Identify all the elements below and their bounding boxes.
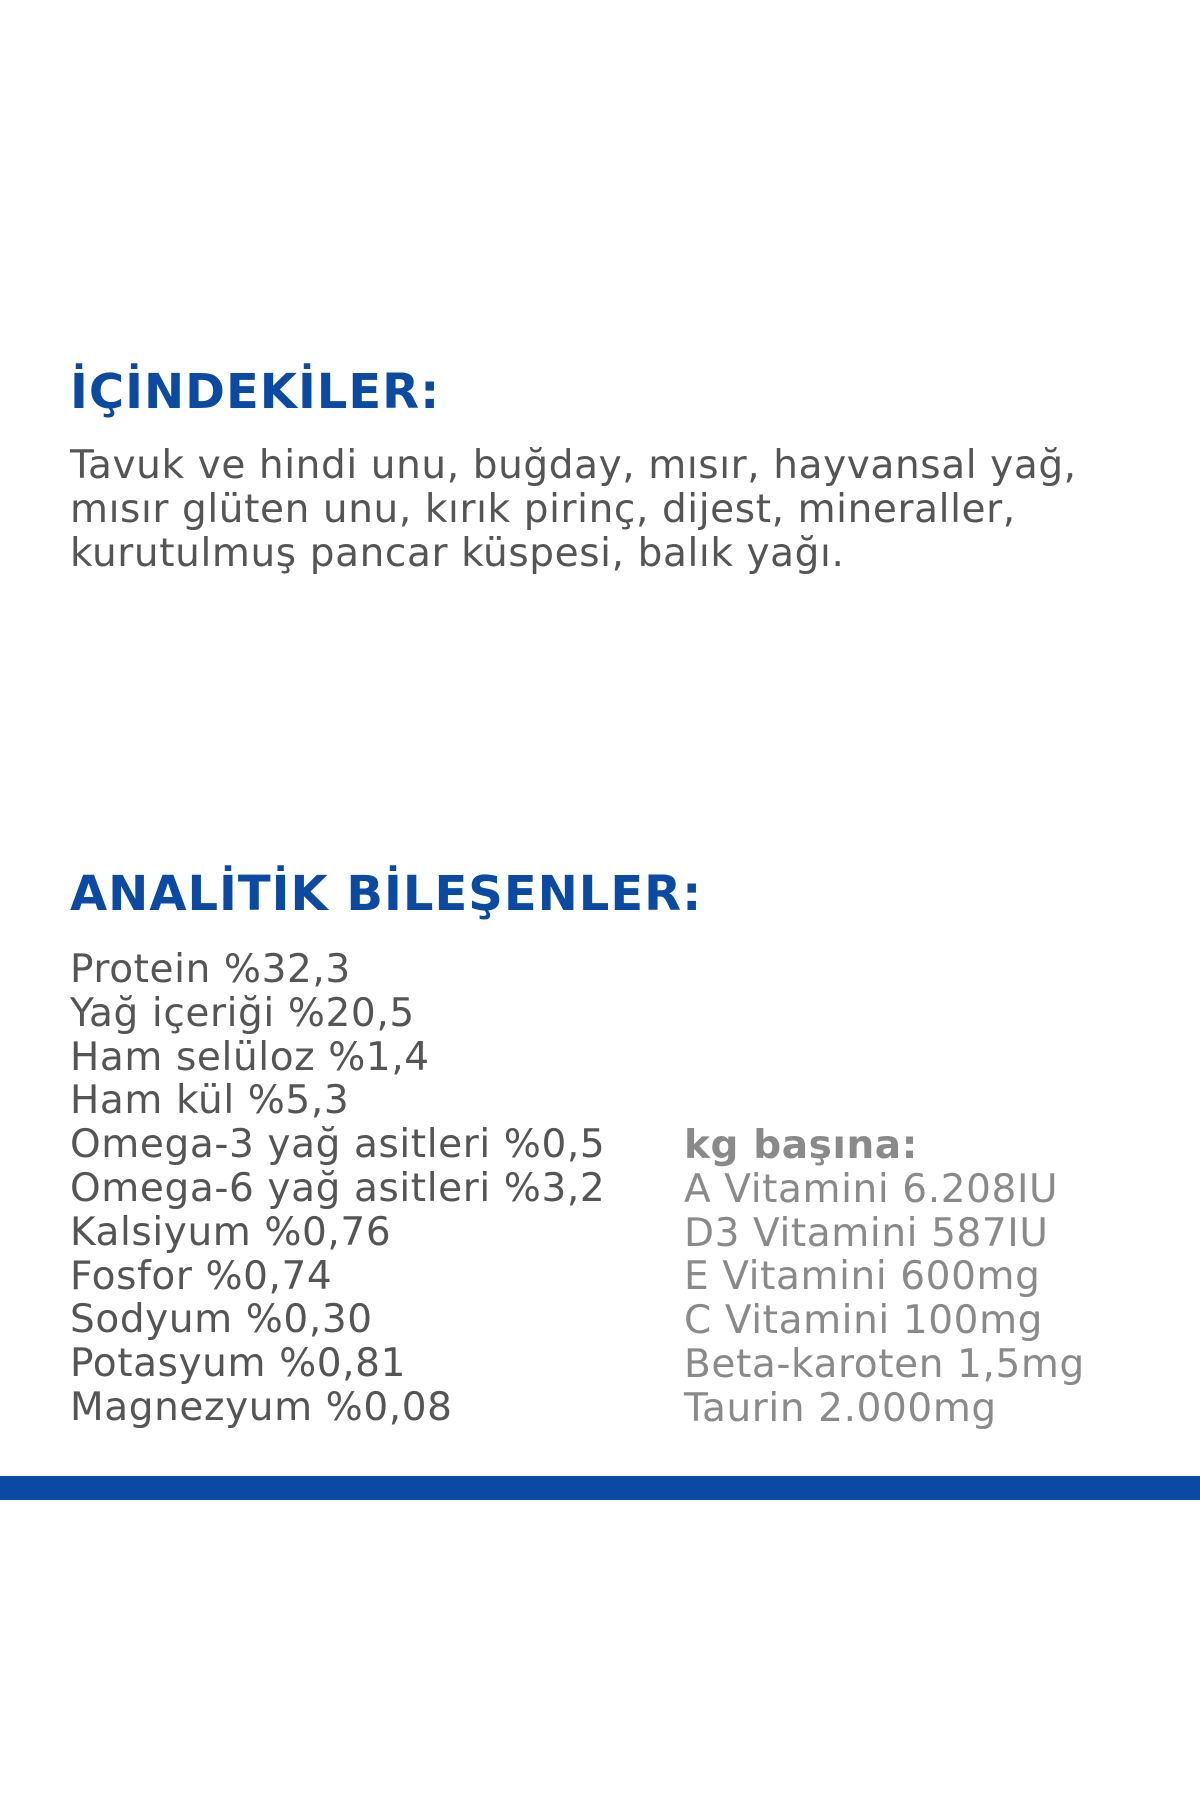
blue-divider-band [0, 1476, 1200, 1500]
list-item: Potasyum %0,81 [70, 1341, 406, 1387]
list-item: Beta-karoten 1,5mg [684, 1341, 1085, 1387]
ingredients-line: kurutulmuş pancar küspesi, balık yağı. [70, 531, 845, 576]
list-item: Omega-3 yağ asitleri %0,5 [70, 1122, 606, 1168]
list-item: Kalsiyum %0,76 [70, 1209, 392, 1255]
analytic-components-list [70, 948, 605, 1430]
per-kg-title: kg başına: [684, 1123, 918, 1168]
list-item: E Vitamini 600mg [684, 1254, 1041, 1300]
list-item: Sodyum %0,30 [70, 1297, 373, 1343]
list-item: Protein %32,3 [70, 947, 351, 992]
list-item: D3 Vitamini 587IU [684, 1210, 1049, 1256]
list-item: C Vitamini 100mg [684, 1298, 1044, 1344]
ingredients-text [70, 444, 1170, 576]
list-item: Omega-6 yağ asitleri %3,2 [70, 1165, 606, 1211]
ingredients-line: mısır glüten unu, kırık pirinç, dijest, mineraller, [70, 487, 1016, 532]
list-item: Ham kül %5,3 [70, 1078, 350, 1124]
ingredients-heading: İÇİNDEKİLER: [70, 364, 441, 420]
ingredients-line: Tavuk ve hindi unu, buğday, mısır, hayvansal yağ, [70, 443, 1077, 488]
list-item: Magnezyum %0,08 [70, 1384, 453, 1430]
analytic-components-heading: ANALİTİK BİLEŞENLER: [70, 866, 703, 922]
list-item: A Vitamini 6.208IU [684, 1166, 1059, 1212]
list-item: Yağ içeriği %20,5 [70, 990, 415, 1036]
list-item: Fosfor %0,74 [70, 1253, 333, 1299]
list-item: Ham selüloz %1,4 [70, 1034, 430, 1080]
list-item: Taurin 2.000mg [684, 1385, 997, 1431]
per-kg-list [684, 1124, 1085, 1431]
